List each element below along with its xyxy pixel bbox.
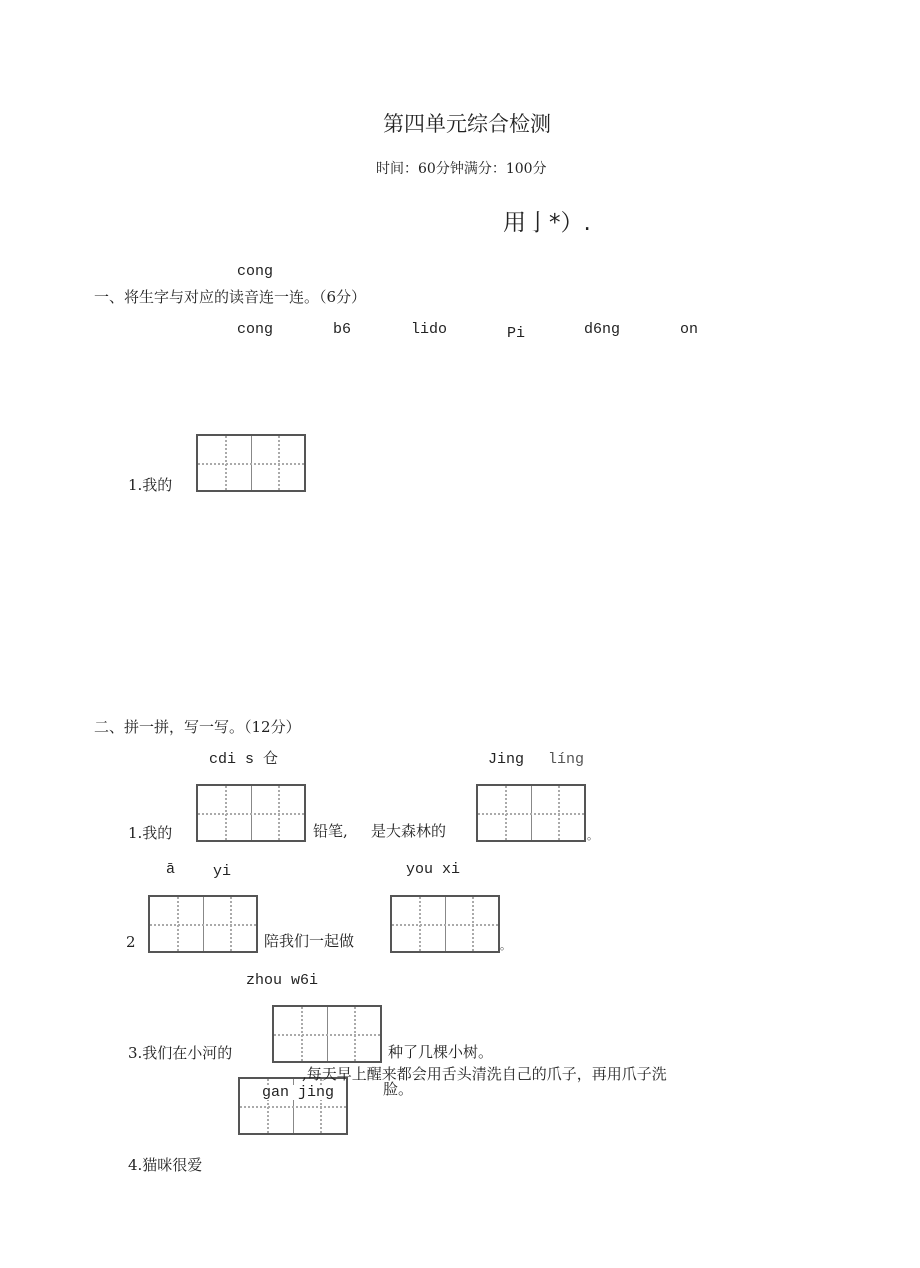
- pinyin-option: lido: [411, 321, 448, 338]
- pinyin-label: cong: [237, 263, 274, 280]
- sentence-text: 是大森林的: [371, 822, 447, 840]
- section-heading: 二、拼一拼，写一写。（12分）: [94, 718, 301, 736]
- sentence-text: 脸。: [383, 1080, 414, 1098]
- exam-info: 时间：60分钟满分：100分: [376, 161, 547, 177]
- pinyin-label: gan jing: [262, 1084, 335, 1101]
- pinyin-label: you xi: [406, 861, 461, 878]
- pinyin-option: Pi: [507, 325, 526, 342]
- section-heading: 一、将生字与对应的读音连一连。（6分）: [94, 288, 367, 306]
- period: 。: [500, 939, 511, 952]
- pinyin-option: on: [680, 321, 699, 338]
- pinyin-label: yi: [213, 863, 232, 880]
- writing-grid[interactable]: [272, 1005, 382, 1063]
- question-label: 4.猫咪很爱: [128, 1156, 203, 1174]
- question-label: 2: [126, 933, 136, 951]
- pinyin-label: zhou w6i: [246, 972, 319, 989]
- sentence-text: ,每天早上醒来都会用舌头清洗自己的爪子，再用爪子洗: [302, 1065, 667, 1083]
- sentence-text: 种了几棵小树。: [388, 1043, 494, 1061]
- garbled-text: 用亅*）.: [503, 210, 591, 236]
- writing-grid[interactable]: [476, 784, 586, 842]
- pinyin-label: cdi s 仓: [209, 751, 279, 768]
- pinyin-option: d6ng: [584, 321, 621, 338]
- pinyin-label: ā: [166, 861, 176, 878]
- pinyin-label: líng: [548, 751, 585, 768]
- sentence-text: 铅笔,: [313, 822, 348, 840]
- period: 。: [587, 829, 598, 842]
- pinyin-label: Jing: [488, 751, 525, 768]
- page-title: 第四单元综合检测: [383, 112, 551, 136]
- pinyin-option: cong: [237, 321, 274, 338]
- question-label: 1.我的: [128, 824, 173, 842]
- writing-grid[interactable]: [148, 895, 258, 953]
- writing-grid[interactable]: [196, 784, 306, 842]
- writing-grid[interactable]: [196, 434, 306, 492]
- writing-grid[interactable]: [390, 895, 500, 953]
- pinyin-option: b6: [333, 321, 352, 338]
- sentence-text: 陪我们一起做: [264, 932, 355, 950]
- question-label: 1.我的: [128, 476, 173, 494]
- question-label: 3.我们在小河的: [128, 1044, 233, 1062]
